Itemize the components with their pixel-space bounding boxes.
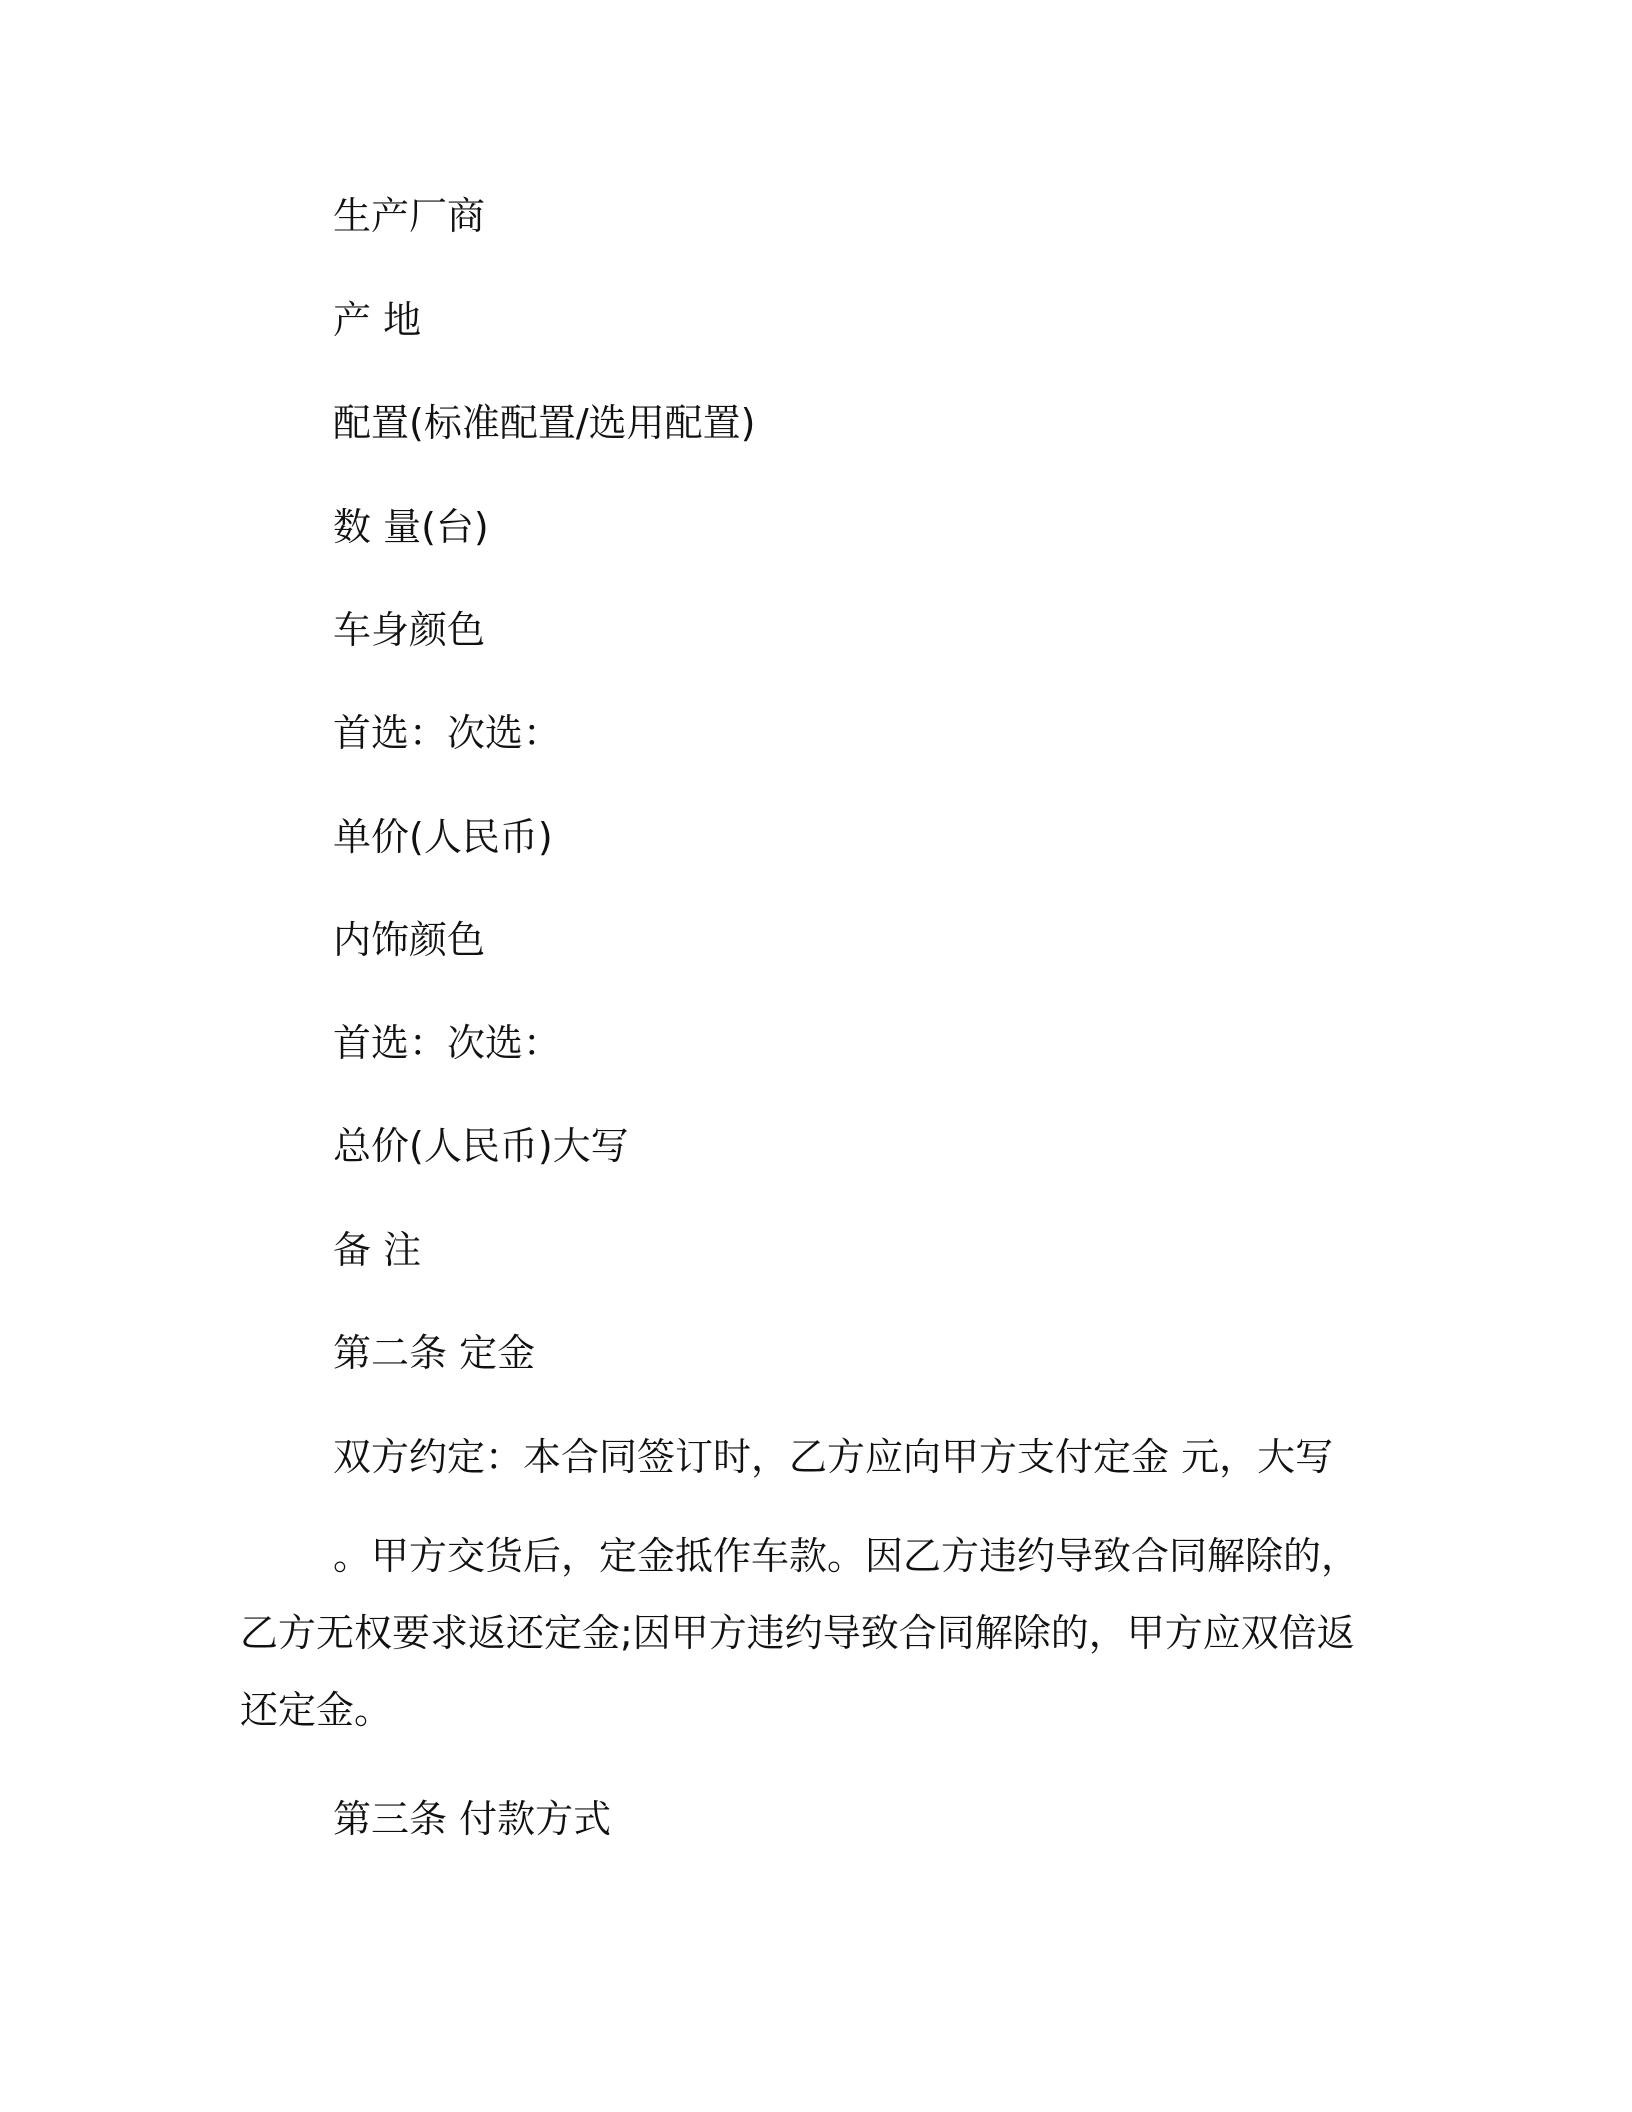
- article-3-heading: 第三条 付款方式: [333, 1797, 612, 1841]
- article-2-intro: 双方约定：本合同签订时，乙方应向甲方支付定金 元，大写: [333, 1435, 1334, 1479]
- field-unit-price: 单价(人民币): [333, 815, 553, 859]
- article-2-heading: 第二条 定金: [333, 1331, 536, 1375]
- field-interior-color-choices: 首选：次选：: [333, 1021, 562, 1065]
- field-configuration: 配置(标准配置/选用配置): [333, 401, 756, 445]
- field-body-color-choices: 首选：次选：: [333, 711, 562, 755]
- field-total-price: 总价(人民币)大写: [333, 1124, 629, 1168]
- article-2-body: 。甲方交货后，定金抵作车款。因乙方违约导致合同解除的，乙方无权要求返还定金;因甲方违约导致合同解除的，甲方应双倍返还定金。: [240, 1534, 1360, 1732]
- field-quantity: 数 量(台): [333, 505, 489, 549]
- field-body-color: 车身颜色: [333, 608, 486, 652]
- field-remarks: 备 注: [333, 1228, 422, 1272]
- field-manufacturer: 生产厂商: [333, 194, 486, 238]
- field-origin: 产 地: [333, 298, 422, 342]
- field-interior-color: 内饰颜色: [333, 918, 486, 962]
